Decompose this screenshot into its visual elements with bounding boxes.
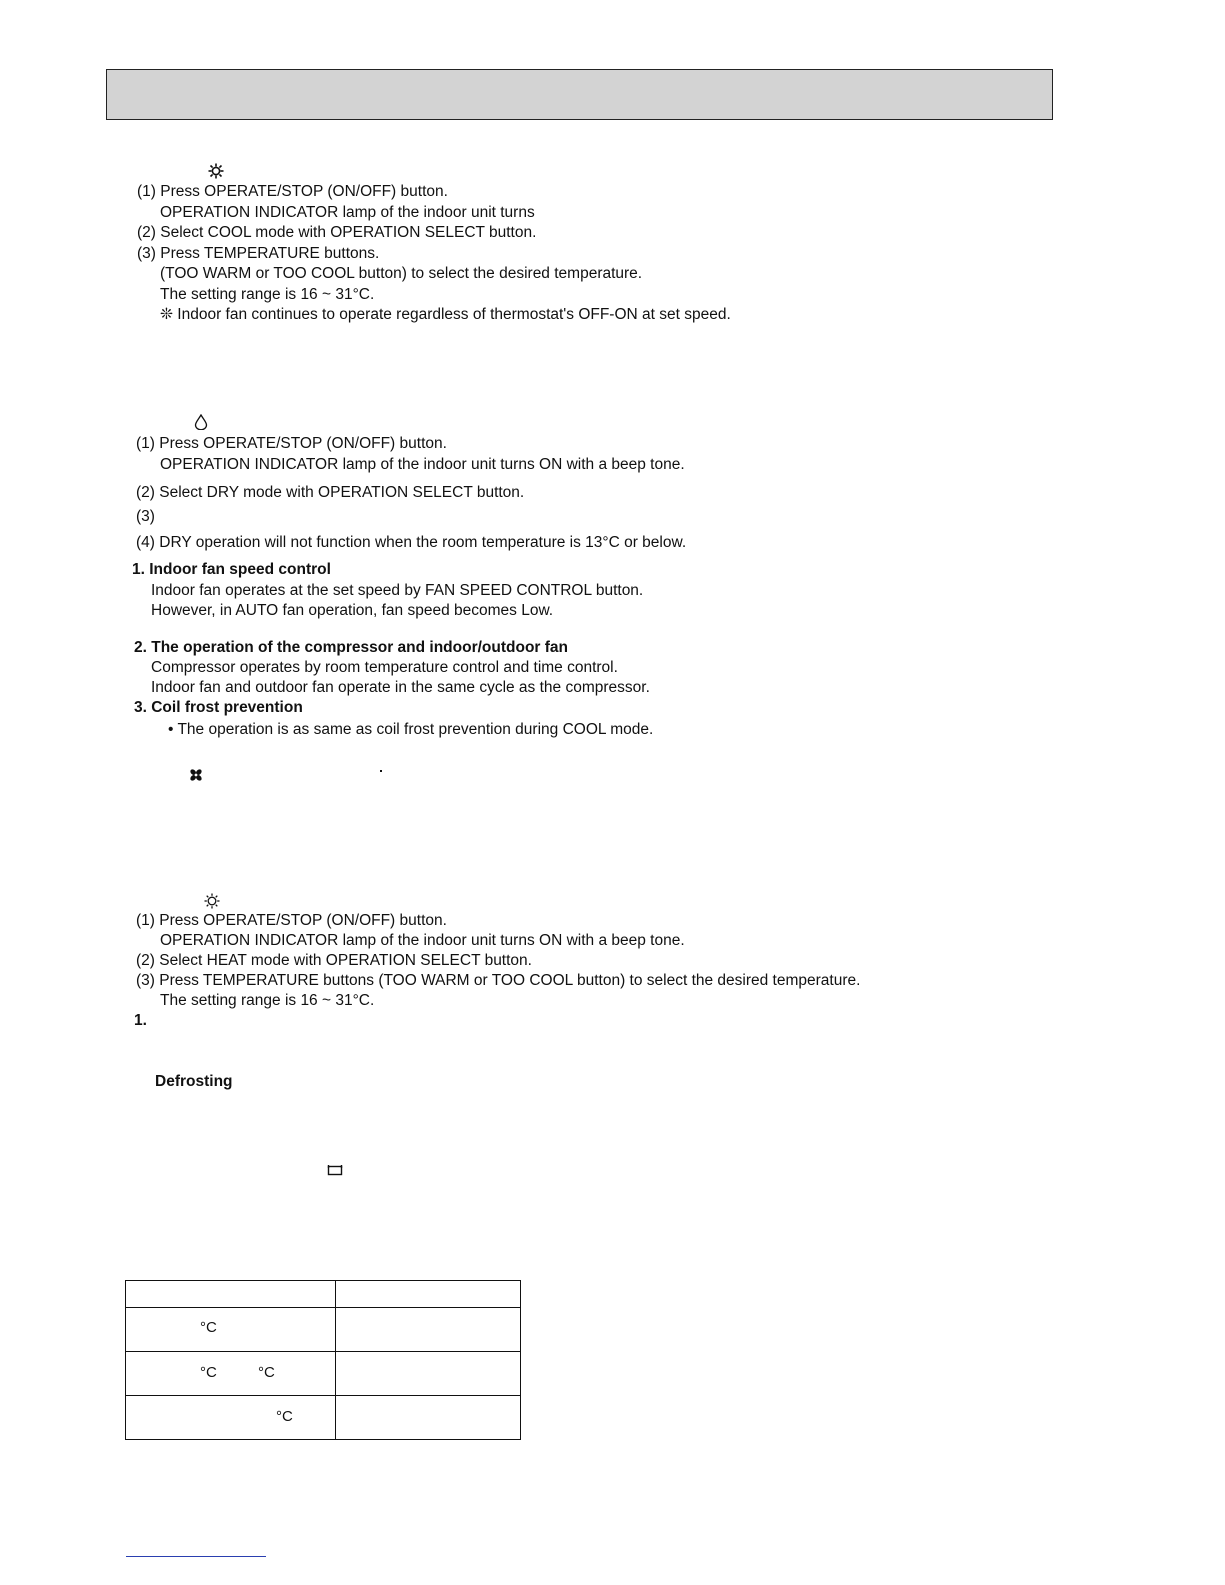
- cool-step-2: (2) Select COOL mode with OPERATION SELECT button.: [137, 224, 537, 241]
- fan-mode-dot: [380, 770, 382, 772]
- droplet-icon: [194, 414, 208, 430]
- dry-section-2-heading: 2. The operation of the compressor and indoor/outdoor fan: [134, 639, 569, 656]
- degree-unit: °C: [200, 1364, 217, 1381]
- table-row-3-cell-2: [336, 1396, 521, 1440]
- defrosting-label: Defrosting: [155, 1073, 233, 1090]
- heat-section-1-number: 1.: [134, 1012, 147, 1029]
- cool-step-3: (3) Press TEMPERATURE buttons.: [137, 245, 380, 262]
- table-header-cell-1: [126, 1281, 336, 1308]
- heat-step-3: (3) Press TEMPERATURE buttons (TOO WARM or TOO COOL button) to select the desired temperature.: [136, 972, 861, 989]
- dry-section-2-line-2: Indoor fan and outdoor fan operate in the same cycle as the compressor.: [151, 679, 650, 696]
- cool-setting-range: The setting range is 16 ~ 31°C.: [160, 286, 375, 303]
- dry-section-1-line-2: However, in AUTO fan operation, fan speed becomes Low.: [151, 602, 554, 619]
- snowflake-icon: [208, 163, 224, 179]
- dry-step-1: (1) Press OPERATE/STOP (ON/OFF) button.: [136, 435, 447, 452]
- cool-fan-note: ❊ Indoor fan continues to operate regardless of thermostat's OFF-ON at set speed.: [160, 306, 731, 323]
- dry-step-4: (4) DRY operation will not function when the room temperature is 13°C or below.: [136, 534, 687, 551]
- table-row-1-cell-1: [126, 1308, 336, 1352]
- table-row-2-cell-2: [336, 1352, 521, 1396]
- heat-setting-range: The setting range is 16 ~ 31°C.: [160, 992, 375, 1009]
- fan-icon: [189, 768, 203, 782]
- dry-section-3-heading: 3. Coil frost prevention: [134, 699, 303, 716]
- heat-step-1-note: OPERATION INDICATOR lamp of the indoor unit turns ON with a beep tone.: [160, 932, 685, 949]
- heat-step-2: (2) Select HEAT mode with OPERATION SELECT button.: [136, 952, 532, 969]
- cool-step-3-detail: (TOO WARM or TOO COOL button) to select the desired temperature.: [160, 265, 643, 282]
- dry-section-2-line-1: Compressor operates by room temperature control and time control.: [151, 659, 618, 676]
- cool-step-1-note: OPERATION INDICATOR lamp of the indoor unit turns: [160, 204, 535, 221]
- rectangle-icon: [327, 1164, 343, 1176]
- footer-link-underline: [126, 1556, 266, 1557]
- dry-step-2: (2) Select DRY mode with OPERATION SELECT button.: [136, 484, 525, 501]
- dry-section-1-line-1: Indoor fan operates at the set speed by FAN SPEED CONTROL button.: [151, 582, 644, 599]
- dry-section-1-heading: 1. Indoor fan speed control: [132, 561, 331, 578]
- table-row-2-cell-1: [126, 1352, 336, 1396]
- table-row-3-cell-1: [126, 1396, 336, 1440]
- section-header-bar: [106, 69, 1053, 120]
- cool-step-1: (1) Press OPERATE/STOP (ON/OFF) button.: [137, 183, 448, 200]
- dry-section-3-line-1: • The operation is as same as coil frost prevention during COOL mode.: [168, 721, 654, 738]
- table-header-cell-2: [336, 1281, 521, 1308]
- degree-unit: °C: [276, 1408, 293, 1425]
- dry-step-3: (3): [136, 508, 155, 525]
- temperature-table: [125, 1280, 521, 1440]
- heat-step-1: (1) Press OPERATE/STOP (ON/OFF) button.: [136, 912, 447, 929]
- table-row-1-cell-2: [336, 1308, 521, 1352]
- sun-icon: [204, 893, 220, 909]
- degree-unit: °C: [258, 1364, 275, 1381]
- degree-unit: °C: [200, 1319, 217, 1336]
- dry-step-1-note: OPERATION INDICATOR lamp of the indoor unit turns ON with a beep tone.: [160, 456, 685, 473]
